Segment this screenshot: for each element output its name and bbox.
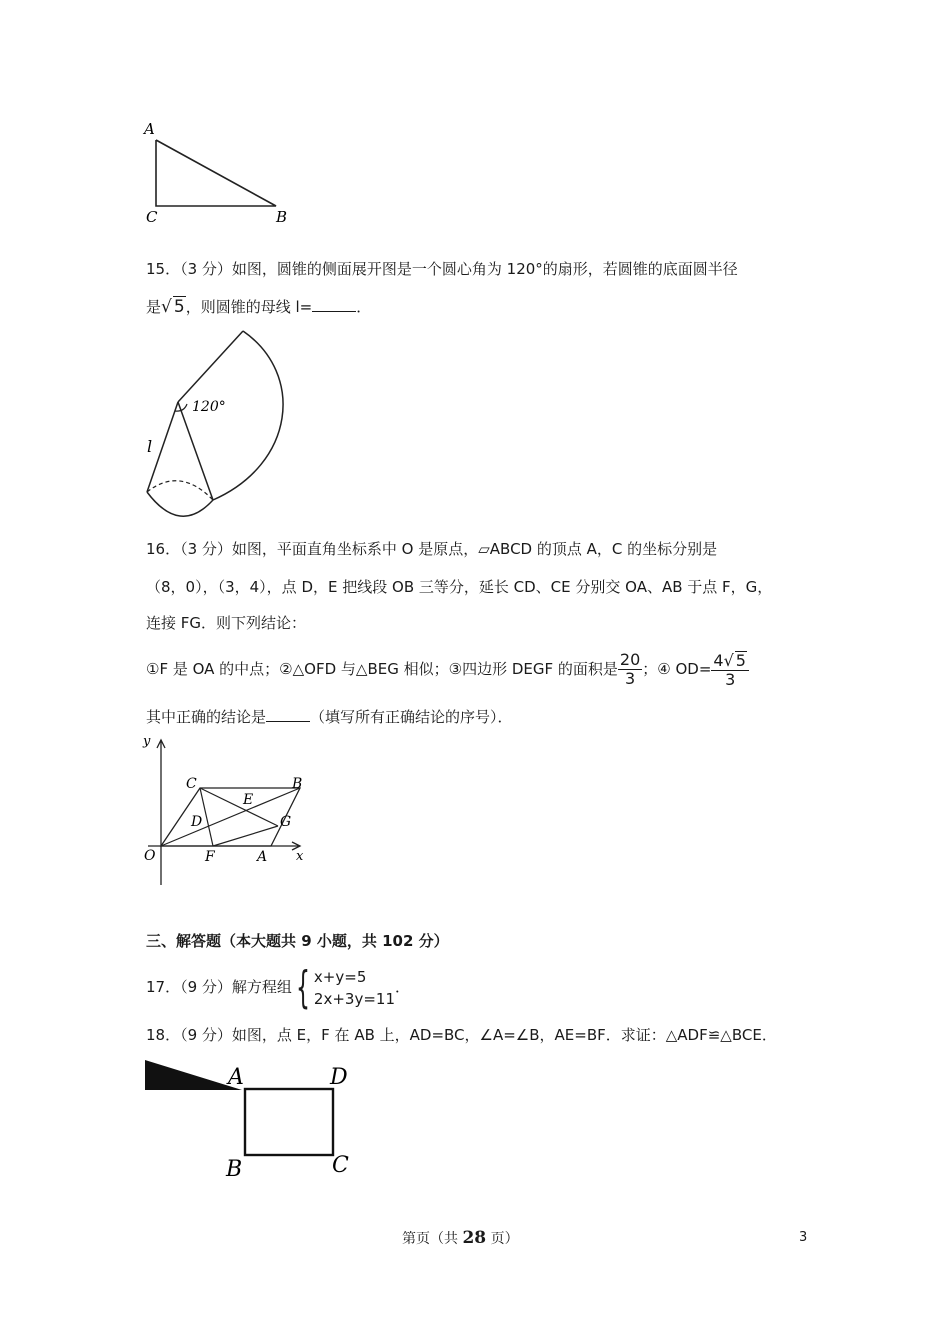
fig15-l-label: l	[147, 437, 153, 456]
footer-total-pages: 28	[462, 1228, 487, 1248]
q15-text-2-post: ，则圆锥的母线 l=	[185, 298, 313, 316]
q15-number: 15．	[146, 260, 181, 278]
fig15-angle-label: 120°	[192, 399, 226, 415]
q17-score: （9 分）	[180, 978, 232, 996]
figure-18	[140, 1052, 370, 1182]
q18-score: （9 分）	[180, 1026, 232, 1044]
fig16-label-y: y	[143, 734, 151, 749]
figure-16	[140, 730, 315, 890]
fig16-label-o: O	[144, 848, 156, 864]
q16-frac2-den: 3	[725, 669, 736, 689]
fig14-label-a: A	[144, 120, 155, 138]
square-abcd-diagram	[140, 1052, 370, 1182]
q16-text-5-post: （填写所有正确结论的序号）．	[310, 708, 513, 726]
q18-line	[146, 1025, 777, 1045]
q16-fraction-20-3	[618, 651, 642, 688]
q17-line	[146, 960, 410, 1014]
fig16-label-c: C	[186, 776, 197, 792]
footer-text-pre: 第页（共	[402, 1231, 463, 1247]
q16-number: 16．	[146, 540, 181, 558]
q16-text-1: 如图，平面直角坐标系中 O 是原点，▱ABCD 的顶点 A，C 的坐标分别是	[231, 540, 718, 558]
q15-text-2-pre: 是	[146, 298, 162, 316]
parallelogram-coordinate-diagram	[140, 730, 315, 890]
q16-line-5	[146, 707, 513, 727]
fig16-label-b: B	[292, 776, 303, 792]
fig16-label-d: D	[191, 814, 203, 830]
figure-14	[140, 118, 300, 228]
q15-line-1	[146, 259, 738, 279]
section-3-heading: 三、解答题（本大题共 9 小题，共 102 分）	[146, 932, 449, 950]
q15-score: （3 分）	[180, 260, 232, 278]
footer-text-post: 页）	[486, 1231, 519, 1247]
q15-period: ．	[356, 298, 372, 316]
fig16-label-e: E	[243, 792, 254, 808]
q16-od-text: ；④ OD=	[642, 660, 712, 678]
q16-text-3: 连接 FG．则下列结论：	[146, 614, 307, 632]
q16-conclusions	[146, 648, 749, 690]
q15-radicand: 5	[173, 297, 185, 317]
q15-answer-blank[interactable]	[312, 297, 356, 312]
fig16-label-a: A	[257, 849, 268, 865]
q16-frac1-num: 20	[619, 650, 641, 669]
page-number: 3	[799, 1230, 808, 1245]
q16-line-1	[146, 539, 717, 559]
q16-conclusions-text: ①F 是 OA 的中点；②△OFD 与△BEG 相似；③四边形 DEGF 的面积是	[146, 660, 618, 678]
fig14-label-b: B	[276, 208, 288, 226]
q16-line-2	[146, 577, 772, 597]
q16-text-2: （8，0），（3，4），点 D，E 把线段 OB 三等分，延长 CD、CE 分别交 OA、AB 于点 F，G，	[146, 578, 773, 596]
q17-equation-2: 2x+3y=11	[313, 989, 395, 1008]
triangle-abc-diagram	[140, 118, 300, 228]
q15-line-2	[146, 296, 371, 317]
q16-frac2-radicand: 5	[735, 650, 746, 670]
q16-line-3	[146, 613, 306, 633]
q17-period: ．	[395, 978, 411, 996]
q16-frac1-den: 3	[624, 669, 636, 688]
fig16-label-f: F	[205, 849, 215, 865]
q18-number: 18．	[146, 1026, 181, 1044]
q16-text-5-pre: 其中正确的结论是	[146, 708, 267, 726]
fig16-label-g: G	[280, 814, 292, 830]
q15-radical-sign: √	[161, 297, 172, 317]
fig16-label-x: x	[296, 849, 304, 864]
q16-fraction-4root5-3: $\frac{4√ 5}{3}$	[711, 651, 749, 689]
cone-sector-diagram	[140, 324, 300, 524]
q17-equation-1: x+y=5	[313, 967, 367, 986]
fig18-label-d: D	[330, 1065, 348, 1090]
q16-frac2-coef: 4	[713, 650, 724, 670]
fig14-label-c: C	[146, 208, 158, 226]
q17-brace: {	[295, 961, 310, 1013]
figure-15	[140, 324, 300, 524]
fig18-label-b: B	[226, 1157, 243, 1182]
q18-text: 如图，点 E，F 在 AB 上，AD=BC，∠A=∠B，AE=BF．求证：△ADF≌△BCE．	[231, 1026, 777, 1044]
q16-score: （3 分）	[180, 540, 232, 558]
page-footer	[402, 1228, 519, 1248]
q17-text: 解方程组	[231, 978, 292, 996]
q16-answer-blank[interactable]	[266, 707, 310, 722]
q17-number: 17．	[146, 978, 181, 996]
q15-text-1: 如图，圆锥的侧面展开图是一个圆心角为 120°的扇形，若圆锥的底面圆半径	[231, 260, 738, 278]
fig18-label-c: C	[332, 1153, 349, 1178]
fig18-label-a: A	[228, 1065, 244, 1090]
q17-equation-system	[314, 966, 395, 1010]
